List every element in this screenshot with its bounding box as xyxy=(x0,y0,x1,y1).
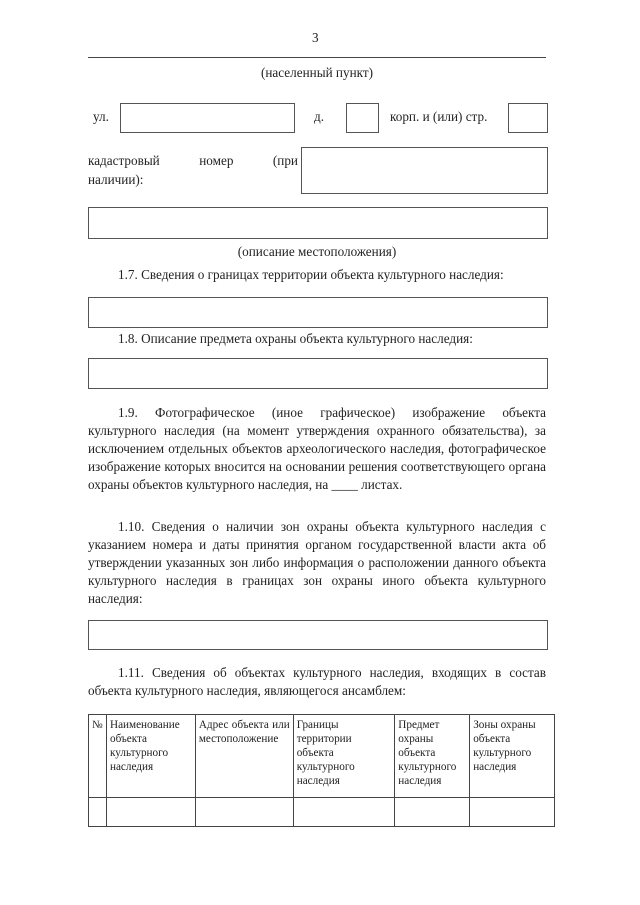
header-name: Наименование объекта культурного наследия xyxy=(106,715,195,798)
section-1-11: 1.11. Сведения об объектах культурного наследия, входящих в состав объекта культурного наследия, являющегося ансамблем: xyxy=(88,665,546,698)
cell[interactable] xyxy=(395,798,470,827)
section-1-10: 1.10. Сведения о наличии зон охраны объекта культурного наследия с указанием номера и даты принятия органом государственной власти акта об утверждении указанных зон либо информация о расположении данного объекта культурного наследия в границах зон охраны иного объекта культурного наследия: xyxy=(88,519,546,606)
section-1-9: 1.9. Фотографическое (иное графическое) изображение объекта культурного наследия (на момент утверждения охранного обязательства), за исключением отдельных объектов археологического наследия, фотографическое изображение которых вносится на основании решения соответствующего органа охраны объектов культурного наследия, на ____ листах. xyxy=(88,405,546,492)
header-number: № xyxy=(89,715,107,798)
cadastral-label-line1: кадастровый номер (при xyxy=(88,153,298,168)
page-number: 3 xyxy=(312,30,319,45)
header-address: Адрес объекта или местоположение xyxy=(195,715,293,798)
house-label: д. xyxy=(314,109,325,124)
section-1-8: 1.8. Описание предмета охраны объекта культурного наследия: xyxy=(118,331,473,346)
cadastral-field[interactable] xyxy=(301,147,548,194)
house-field[interactable] xyxy=(346,103,379,133)
header-boundaries: Границы территории объекта культурного наследия xyxy=(293,715,395,798)
street-field[interactable] xyxy=(120,103,295,133)
table-header-row xyxy=(89,715,555,798)
building-label: корп. и (или) стр. xyxy=(390,109,488,124)
cadastral-label-line2: наличии): xyxy=(88,172,144,187)
boundaries-field[interactable] xyxy=(88,297,548,328)
protection-zones-field[interactable] xyxy=(88,620,548,650)
header-protection-zones: Зоны охраны объекта культурного наследия xyxy=(470,715,555,798)
location-caption: (описание местоположения) xyxy=(237,244,397,259)
building-field[interactable] xyxy=(508,103,548,133)
cell[interactable] xyxy=(195,798,293,827)
cell[interactable] xyxy=(89,798,107,827)
location-field[interactable] xyxy=(88,207,548,239)
table-row xyxy=(89,798,555,827)
ensemble-objects-table xyxy=(88,714,555,827)
cell[interactable] xyxy=(106,798,195,827)
cell[interactable] xyxy=(470,798,555,827)
header-protection-subject: Предмет охраны объекта культурного наследия xyxy=(395,715,470,798)
street-label: ул. xyxy=(93,109,109,124)
section-1-7: 1.7. Сведения о границах территории объекта культурного наследия: xyxy=(118,267,504,282)
protection-subject-field[interactable] xyxy=(88,358,548,389)
settlement-caption: (населенный пункт) xyxy=(260,65,374,80)
cell[interactable] xyxy=(293,798,395,827)
settlement-line xyxy=(88,57,546,58)
